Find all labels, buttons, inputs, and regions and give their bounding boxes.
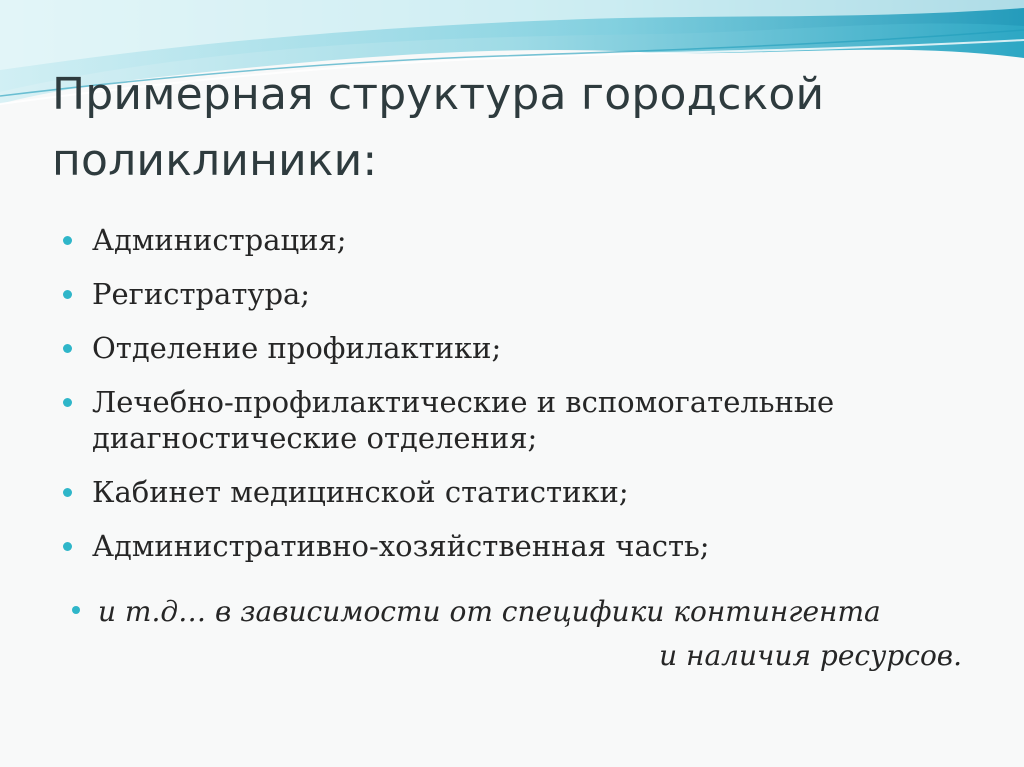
circle-bullet-icon (63, 542, 72, 551)
list-item (62, 222, 982, 258)
list-item (62, 330, 982, 366)
list-item-text: Регистратура; (92, 277, 311, 311)
footnote-line-2: и наличия ресурсов. (659, 639, 962, 672)
list-item-text: Кабинет медицинской статистики; (92, 475, 629, 509)
circle-bullet-icon (63, 290, 72, 299)
list-item-text: Административно-хозяйственная часть; (92, 529, 710, 563)
footnote-line-1: и т.д… в зависимости от специфики контингента (98, 595, 881, 628)
footnote (72, 590, 972, 678)
list-item-text: Администрация; (92, 223, 347, 257)
circle-bullet-icon (63, 398, 72, 407)
list-item-text: Лечебно-профилактические и вспомогательные диагностические отделения; (92, 385, 835, 455)
circle-bullet-icon (63, 236, 72, 245)
circle-bullet-icon (63, 488, 72, 497)
list-item-text: Отделение профилактики; (92, 331, 502, 365)
list-item (62, 276, 982, 312)
list-item (62, 474, 982, 510)
bullet-list (62, 222, 982, 582)
circle-bullet-icon (63, 344, 72, 353)
slide-title: Примерная структура городской поликлиники: (52, 69, 825, 186)
list-item (62, 384, 982, 456)
circle-bullet-icon (72, 606, 80, 614)
list-item (62, 528, 982, 564)
